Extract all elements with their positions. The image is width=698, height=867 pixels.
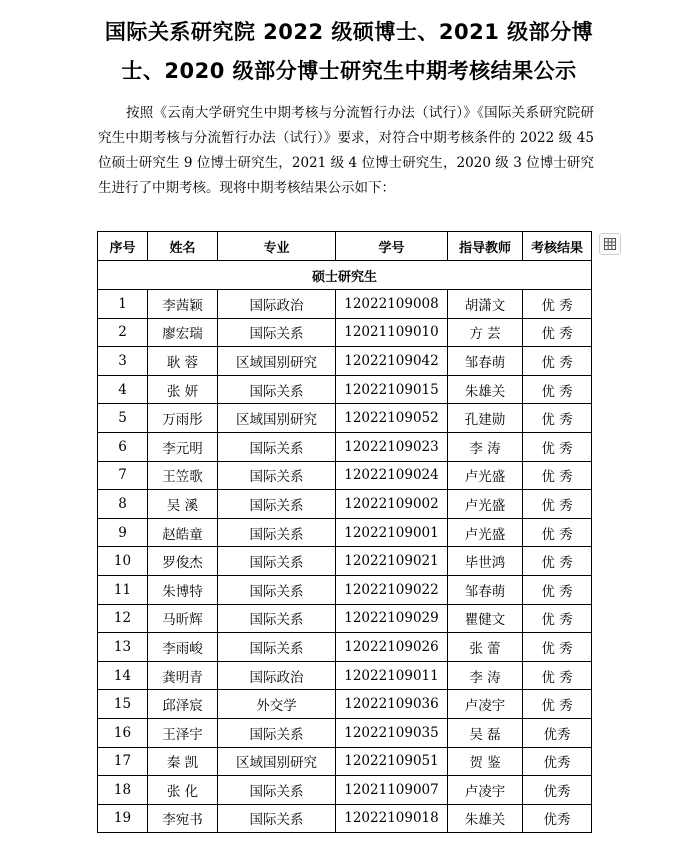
cell-major: 国际关系: [218, 804, 336, 833]
table-row: [98, 776, 592, 805]
cell-index: 10: [98, 547, 148, 576]
section-label: 硕士研究生: [98, 261, 592, 290]
cell-index: 7: [98, 461, 148, 490]
table-header: [98, 232, 592, 261]
cell-major: 国际关系: [218, 461, 336, 490]
cell-index: 12: [98, 604, 148, 633]
cell-student-id: 12022109002: [336, 490, 448, 519]
cell-result: 优 秀: [523, 347, 592, 376]
cell-name: 张 化: [148, 776, 218, 805]
cell-major: 国际关系: [218, 604, 336, 633]
cell-student-id: 12022109051: [336, 747, 448, 776]
cell-student-id: 12022109001: [336, 518, 448, 547]
cell-advisor: 邹春萌: [448, 575, 523, 604]
cell-student-id: 12022109011: [336, 661, 448, 690]
cell-major: 国际政治: [218, 290, 336, 319]
cell-major: 区域国别研究: [218, 747, 336, 776]
cell-result: 优 秀: [523, 690, 592, 719]
table-row: [98, 804, 592, 833]
cell-result: 优 秀: [523, 604, 592, 633]
cell-index: 5: [98, 404, 148, 433]
table-row: [98, 490, 592, 519]
table-row: [98, 318, 592, 347]
header-row: [98, 232, 592, 261]
cell-name: 李宛书: [148, 804, 218, 833]
cell-major: 国际关系: [218, 518, 336, 547]
cell-index: 11: [98, 575, 148, 604]
table-row: [98, 290, 592, 319]
document-title-line-1: 国际关系研究院 2022 级硕博士、2021 级部分博: [104, 20, 594, 44]
cell-advisor: 卢光盛: [448, 518, 523, 547]
cell-student-id: 12022109008: [336, 290, 448, 319]
cell-student-id: 12021109010: [336, 318, 448, 347]
cell-index: 1: [98, 290, 148, 319]
cell-index: 18: [98, 776, 148, 805]
cell-index: 3: [98, 347, 148, 376]
cell-advisor: 毕世鸿: [448, 547, 523, 576]
cell-student-id: 12022109052: [336, 404, 448, 433]
cell-advisor: 孔建勋: [448, 404, 523, 433]
cell-index: 14: [98, 661, 148, 690]
cell-advisor: 邹春萌: [448, 347, 523, 376]
cell-name: 吴 溪: [148, 490, 218, 519]
cell-advisor: 卢光盛: [448, 490, 523, 519]
cell-student-id: 12022109015: [336, 375, 448, 404]
cell-student-id: 12022109018: [336, 804, 448, 833]
cell-name: 万雨彤: [148, 404, 218, 433]
table-row: [98, 633, 592, 662]
cell-major: 国际关系: [218, 490, 336, 519]
table-row: [98, 461, 592, 490]
cell-index: 15: [98, 690, 148, 719]
cell-student-id: 12022109036: [336, 690, 448, 719]
cell-name: 王笠歌: [148, 461, 218, 490]
cell-student-id: 12022109029: [336, 604, 448, 633]
cell-index: 8: [98, 490, 148, 519]
cell-index: 16: [98, 718, 148, 747]
cell-index: 13: [98, 633, 148, 662]
cell-result: 优 秀: [523, 661, 592, 690]
section-row: [98, 261, 592, 290]
cell-student-id: 12021109007: [336, 776, 448, 805]
cell-advisor: 方 芸: [448, 318, 523, 347]
cell-advisor: 李 涛: [448, 432, 523, 461]
cell-index: 9: [98, 518, 148, 547]
cell-advisor: 贺 鉴: [448, 747, 523, 776]
table-row: [98, 661, 592, 690]
cell-name: 龚明青: [148, 661, 218, 690]
cell-result: 优 秀: [523, 633, 592, 662]
cell-student-id: 12022109024: [336, 461, 448, 490]
cell-result: 优秀: [523, 804, 592, 833]
cell-advisor: 卢凌宇: [448, 776, 523, 805]
cell-major: 国际关系: [218, 318, 336, 347]
cell-student-id: 12022109021: [336, 547, 448, 576]
cell-name: 廖宏瑞: [148, 318, 218, 347]
cell-name: 赵皓童: [148, 518, 218, 547]
cell-advisor: 卢凌宇: [448, 690, 523, 719]
cell-student-id: 12022109022: [336, 575, 448, 604]
cell-major: 区域国别研究: [218, 404, 336, 433]
table-extract-button[interactable]: [599, 233, 621, 255]
table-body: [98, 261, 592, 833]
cell-advisor: 张 蕾: [448, 633, 523, 662]
table-row: [98, 718, 592, 747]
header-index: 序号: [98, 232, 148, 261]
cell-major: 国际关系: [218, 575, 336, 604]
cell-result: 优 秀: [523, 490, 592, 519]
cell-result: 优 秀: [523, 404, 592, 433]
cell-name: 罗俊杰: [148, 547, 218, 576]
cell-index: 4: [98, 375, 148, 404]
cell-result: 优 秀: [523, 318, 592, 347]
cell-major: 区域国别研究: [218, 347, 336, 376]
cell-student-id: 12022109035: [336, 718, 448, 747]
cell-major: 外交学: [218, 690, 336, 719]
table-row: [98, 575, 592, 604]
cell-index: 19: [98, 804, 148, 833]
table-row: [98, 690, 592, 719]
cell-advisor: 朱雄关: [448, 375, 523, 404]
cell-major: 国际关系: [218, 547, 336, 576]
cell-index: 2: [98, 318, 148, 347]
table-row: [98, 375, 592, 404]
cell-result: 优 秀: [523, 290, 592, 319]
cell-student-id: 12022109023: [336, 432, 448, 461]
cell-name: 张 妍: [148, 375, 218, 404]
cell-name: 李茜颖: [148, 290, 218, 319]
cell-major: 国际关系: [218, 633, 336, 662]
cell-result: 优 秀: [523, 375, 592, 404]
cell-major: 国际政治: [218, 661, 336, 690]
table-row: [98, 347, 592, 376]
cell-advisor: 朱雄关: [448, 804, 523, 833]
cell-index: 17: [98, 747, 148, 776]
cell-name: 耿 蓉: [148, 347, 218, 376]
cell-advisor: 李 涛: [448, 661, 523, 690]
table-row: [98, 747, 592, 776]
cell-result: 优 秀: [523, 518, 592, 547]
cell-student-id: 12022109026: [336, 633, 448, 662]
cell-index: 6: [98, 432, 148, 461]
cell-advisor: 吴 磊: [448, 718, 523, 747]
cell-result: 优 秀: [523, 432, 592, 461]
cell-student-id: 12022109042: [336, 347, 448, 376]
cell-advisor: 胡潇文: [448, 290, 523, 319]
header-major: 专业: [218, 232, 336, 261]
cell-result: 优秀: [523, 776, 592, 805]
cell-name: 李元明: [148, 432, 218, 461]
cell-name: 朱博特: [148, 575, 218, 604]
table-row: [98, 404, 592, 433]
table-row: [98, 604, 592, 633]
cell-result: 优秀: [523, 718, 592, 747]
table-extract-icon: [603, 237, 617, 251]
cell-name: 王泽宇: [148, 718, 218, 747]
cell-result: 优 秀: [523, 575, 592, 604]
cell-major: 国际关系: [218, 776, 336, 805]
header-advisor: 指导教师: [448, 232, 523, 261]
cell-name: 邱泽宸: [148, 690, 218, 719]
header-name: 姓名: [148, 232, 218, 261]
cell-result: 优 秀: [523, 461, 592, 490]
table-row: [98, 547, 592, 576]
header-result: 考核结果: [523, 232, 592, 261]
intro-paragraph: 按照《云南大学研究生中期考核与分流暂行办法（试行）》《国际关系研究院研究生中期考核与分流暂行办法（试行）》要求，对符合中期考核条件的 2022 级 45 位硕士研究生 9 位博士研究生，2021 级 4 位博士研究生，2020 级 3 位博士研究生进行了中期考核。现将中期考核结果公示如下：: [98, 105, 594, 196]
cell-major: 国际关系: [218, 718, 336, 747]
cell-name: 马昕辉: [148, 604, 218, 633]
cell-result: 优秀: [523, 747, 592, 776]
results-table: [97, 231, 592, 833]
cell-name: 李雨峻: [148, 633, 218, 662]
cell-major: 国际关系: [218, 375, 336, 404]
table-row: [98, 518, 592, 547]
header-student-id: 学号: [336, 232, 448, 261]
table-row: [98, 432, 592, 461]
cell-advisor: 卢光盛: [448, 461, 523, 490]
cell-name: 秦 凯: [148, 747, 218, 776]
cell-major: 国际关系: [218, 432, 336, 461]
cell-advisor: 瞿健文: [448, 604, 523, 633]
cell-result: 优 秀: [523, 547, 592, 576]
document-title-line-2: 士、2020 级部分博士研究生中期考核结果公示: [121, 59, 577, 83]
